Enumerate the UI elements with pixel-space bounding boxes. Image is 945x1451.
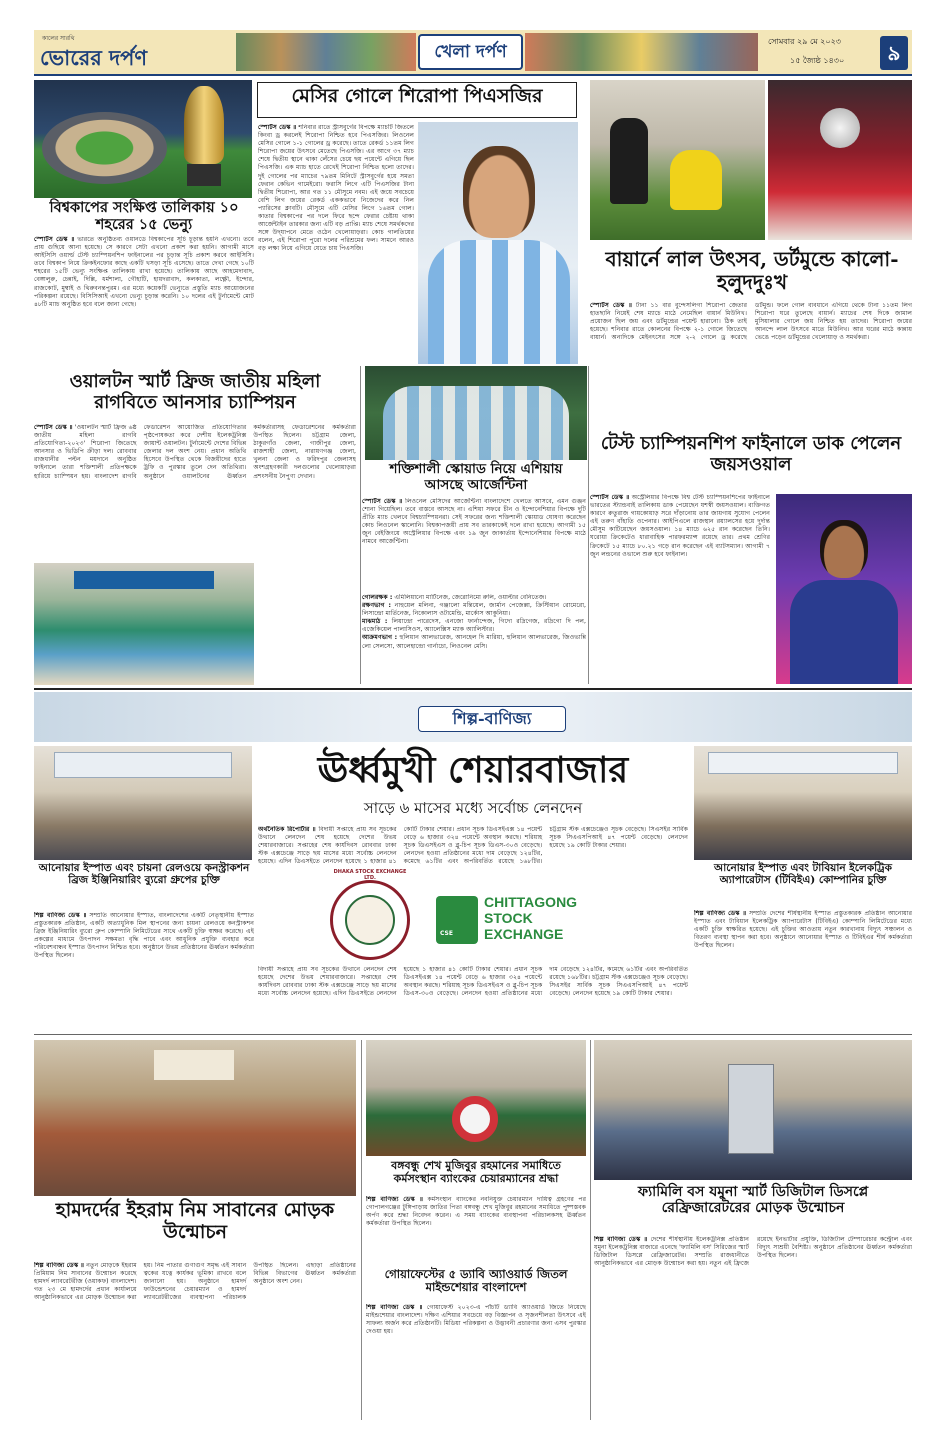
page-number: ৯ — [880, 36, 908, 70]
separator-sports-right — [588, 366, 589, 684]
jamuna-desk: শিল্প বাণিজ্য ডেস্ক ॥ — [594, 1236, 648, 1243]
bayern-body — [590, 302, 912, 430]
headline-hamdard: হামদর্দের ইহরাম নিম সাবানের মোড়ক উন্মোচন — [55, 1199, 335, 1243]
cse-line3: EXCHANGE — [484, 926, 564, 942]
headline-walton: ওয়ালটন স্মার্ট ফ্রিজ জাতীয় মহিলা রাগবিতে আনসার চ্যাম্পিয়ন — [69, 371, 321, 413]
date-line-english: সোমবার ২৯ মে ২০২৩ — [768, 37, 841, 46]
dortmund-dejected-photo — [590, 80, 765, 240]
headline-bangabandhu: বঙ্গবন্ধু শেখ মুজিবুর রহমানের সমাধিতে কর্মসংস্থান ব্যাংকের চেয়ারম্যানের শ্রদ্ধা — [391, 1159, 561, 1185]
headline-jamuna: ফ্যামিলি বস যমুনা স্মার্ট ডিজিটাল ডিসপ্লে রেফ্রিজারেটরের মোড়ক উন্মোচন — [637, 1184, 869, 1217]
bangabandhu-desk: শিল্প বাণিজ্য ডেস্ক ॥ — [366, 1196, 423, 1203]
worldcup-body — [34, 236, 254, 366]
jaiswal-jersey — [790, 580, 898, 684]
masthead-tagline: কালের সারথি — [42, 35, 75, 42]
silver-plate — [820, 108, 860, 148]
headline-stock-market: ঊর্ধ্বমুখী শেয়ারবাজার — [317, 749, 629, 791]
squad-forwards-label: আক্রমণভাগ : — [362, 634, 398, 642]
trophy-base — [187, 164, 221, 186]
bangabandhu-text: কর্মসংস্থান ব্যাংকের নবনিযুক্ত চেয়ারম্যান দায়িত্ব গ্রহণের পর গোপালগঞ্জের টুঙ্গিপাড়ায় জাতির পিতা বঙ্গবন্ধু শেখ মুজিবুর রহমানের সমাধিতে পুষ্পস্তবক অর্পণ করে শ্রদ্ধা নিবেদন করেন। এ সময় ব্যাংকের ব্যবস্থাপনা পরিচালকসহ ঊর্ধ্বতন কর্মকর্তারা উপস্থিত ছিলেন। — [366, 1196, 586, 1228]
guafest-desk: শিল্প বাণিজ্য ডেস্ক ॥ — [366, 1304, 423, 1311]
stock-body-bottom — [258, 966, 688, 1030]
hamdard-desk: শিল্প বাণিজ্য ডেস্ক ॥ — [34, 1262, 85, 1269]
argentina-body — [362, 498, 586, 590]
hamdard-photo — [34, 1040, 356, 1196]
stadium-bowl — [42, 112, 167, 184]
hamdard-body — [34, 1262, 356, 1420]
trophy-cup — [184, 86, 224, 164]
dse-logo — [330, 869, 410, 960]
squad-goalkeepers-label: গোলরক্ষক : — [362, 594, 393, 601]
anwar-tabian-photo — [694, 746, 912, 860]
worldcup-text: ভারতে অনুষ্ঠিতব্য ওয়ানডে বিশ্বকাপের সূচি চূড়ান্ত হয়নি এখনো। তবে প্রায় গুছিয়ে আনা হয়েছে। সে কারণে সেটা এখনো প্রকাশ করা হয়নি। আগামী মাসে আইসিসি ওয়ার্ল্ড টেস্ট চ্যাম্পিয়নশিপ ফাইনালের পর চূড়ান্ত সূচি প্রকাশ করবে আইসিসি। তবে বিশ্বকাপ নিয়ে ক্রিকইনফোর কাছে একটি খসড়া সূচি এসেছে। তাতে দেখা গেছে ১০টি শহরের ১৫টি ভেন্যু সংক্ষিপ্ত তালিকায় রাখা হয়েছে। তালিকায় আছে আহমেদাবাদ, বেঙ্গালুরু, চেন্নাই, দিল্লি, ধর্মশালা, গৌহাটি, হায়দরাবাদ, কলকাতা, লক্ষ্ণৌ, ইন্দোর, রাজকোট, মুম্বাই ও থিরুবনন্তপুরম। এর মধ্যে কয়েকটি ভেন্যুতে প্রস্তুতি ম্যাচ আয়োজনের পরিকল্পনা রয়েছে। বিসিসিআই এখনো ভেন্যু চূড়ান্ত করেনি। ১০ দলের এই টুর্নামেন্টে মোট ৪৮টি ম্যাচ অনুষ্ঠিত হবে বলে জানা গেছে। — [34, 236, 254, 308]
worldcup-desk: স্পোর্টস ডেস্ক ॥ — [34, 236, 75, 243]
stock-body-top — [258, 826, 688, 886]
argentina-text: লিওনেল মেসিদের আর্জেন্টিনা বাংলাদেশে খেলতে আসবে, এমন গুঞ্জন শোনা গিয়েছিল। তবে বাস্তবে আসছে না। এশিয়া সফরে চীন ও ইন্দোনেশিয়ার বিপক্ষে দুটি প্রীতি ম্যাচ খেলবে বিশ্বচ্যাম্পিয়নরা। সেই সফরের জন্য শক্তিশালী স্কোয়াড ঘোষণা করেছেন কোচ লিওনেল স্কালোনি। বিশ্বকাপজয়ী প্রায় সব তারকাকেই দলে রাখা হয়েছে। আগামী ১৫ জুন বেইজিংয়ে অস্ট্রেলিয়ার বিপক্ষে এবং ১৯ জুন জাকার্তায় ইন্দোনেশিয়ার বিপক্ষে মাঠে নামবে আর্জেন্টিনা। — [362, 498, 586, 546]
rugby-team-photo — [34, 563, 254, 685]
headline-messi: মেসির গোলে শিরোপা পিএসজির — [291, 85, 543, 107]
headline-guafest: গোয়াফেস্টের ৫ ড্যাবি অ্যাওয়ার্ড জিতল মাইন্ডশেয়ার বাংলাদেশ — [384, 1267, 568, 1295]
argentina-squad-photo — [365, 366, 587, 460]
walton-desk: স্পোর্টস ডেস্ক ॥ — [34, 424, 73, 431]
bangabandhu-tomb-photo — [366, 1040, 586, 1156]
business-section-title: শিল্প-বাণিজ্য — [418, 706, 566, 732]
backdrop-banner-right — [708, 752, 898, 774]
squad-midfielders-label: মাঝমাঠ : — [362, 618, 388, 626]
hamdard-text: নতুন মোড়কে ইহরাম প্রিমিয়াম নিম সাবানের উন্মোচন করেছে হামদর্দ ল্যাবরেটরীজ (ওয়াকফ) বাংলাদেশ। গত ২৩ মে হামদর্দের প্রধান কার্যালয়ে আনুষ্ঠানিকভাবে এর মোড়ক উন্মোচন করা হয়। নিম পাতার গুণাগুণ সমৃদ্ধ এই সাবান ত্বকের যত্নে কার্যকর ভূমিকা রাখবে বলে জানানো হয়। অনুষ্ঠানে হামদর্দ ফাউন্ডেশনের চেয়ারম্যান ও হামদর্দ ল্যাবরেটরীজের ব্যবস্থাপনা পরিচালক উপস্থিত ছিলেন। এছাড়া প্রতিষ্ঠানের বিভিন্ন বিভাগের ঊর্ধ্বতন কর্মকর্তারা অনুষ্ঠানে অংশ নেন। — [34, 1262, 356, 1302]
anwar-china-photo — [34, 746, 252, 860]
jaiswal-body — [590, 494, 770, 684]
date-line-bangla: ১৫ জ্যৈষ্ঠ ১৪৩০ — [790, 56, 845, 65]
messi-desk: স্পোর্টস ডেস্ক ॥ — [258, 124, 297, 131]
squad-goalkeepers: এমিলিয়ানো মার্টিনেজ, জেরোনিমো রুলি, ওয়াল্টার বেনিতেজ। — [394, 594, 547, 601]
bayern-text: টানা ১১ বার বুন্দেসলিগা শিরোপা জেতার হাতছানি নিয়েই শেষ ম্যাচে মাঠে নেমেছিল বায়ার্ন মিউনিখ। প্রয়োজন ছিল জয় এবং ডর্টমুন্ডের পয়েন্ট হারানো। ঠিক তাই হয়েছে। শনিবার রাতে কোলনের বিপক্ষে ২-১ গোলে জিতেছে বায়ার্ন। অন্যদিকে মেইনৎসের সঙ্গে ২-২ গোলে ড্র করেছে ডর্টমুন্ড। ফলে গোল ব্যবধানে এগিয়ে থেকে টানা ১১তম লিগ শিরোপা ঘরে তুলেছে বায়ার্ন। ম্যাচের শেষ দিকে জামাল মুসিয়ালার গোলে জয় নিশ্চিত হয় তাদের। শিরোপা জয়ের আনন্দে লাল উৎসবে মাতে মিউনিখ। আর ঘরের মাঠে কান্নায় ভেঙে পড়েন ডর্টমুন্ডের খেলোয়াড় ও সমর্থকরা। — [590, 302, 912, 342]
argentina-desk: স্পোর্টস ডেস্ক ॥ — [362, 498, 403, 505]
backdrop-banner-left — [54, 752, 232, 778]
messi-photo — [418, 122, 578, 364]
stock-text-continued: বিদায়ী সপ্তাহে প্রায় সব সূচকের উত্থানে লেনদেন শেষ হয়েছে দেশের উভয় শেয়ারবাজারে। সপ্তাহের শেষ কার্যদিবস রোববার ঢাকা স্টক এক্সচেঞ্জে সাড়ে ছয় মাসের মধ্যে সর্বোচ্চ লেনদেন হয়েছে। এদিন ডিএসইতে লেনদেন হয়েছে ১ হাজার ৪১ কোটি টাকার শেয়ার। প্রধান সূচক ডিএসইএক্স ১৪ পয়েন্ট বেড়ে ৬ হাজার ৩২৪ পয়েন্টে অবস্থান করছে। শরিয়াহ সূচক ডিএসইএস ও ব্লু-চিপ সূচক ডিএস-৩০ও বেড়েছে। লেনদেন হওয়া প্রতিষ্ঠানের মধ্যে দাম বেড়েছে ১২৪টির, কমেছে ৬১টির এবং অপরিবর্তিত রয়েছে ১৬৮টির। চট্টগ্রাম স্টক এক্সচেঞ্জেও সূচক বেড়েছে। সিএসইর সার্বিক সূচক সিএএসপিআই ৪৭ পয়েন্ট বেড়েছে। লেনদেন হয়েছে ১৯ কোটি টাকার শেয়ার। — [258, 966, 688, 998]
jaiswal-photo — [776, 494, 912, 684]
walton-text: 'ওয়ালটন স্মার্ট ফ্রিজ ৬ষ্ঠ জাতীয় মহিলা রাগবি প্রতিযোগিতা-২০২৩' শিরোপা জিতেছে আনসার ও ভিডিপি ক্রীড়া দল। রোববার রাজধানীর পল্টন ময়দানে অনুষ্ঠিত ফাইনালে তারা শক্তিশালী প্রতিপক্ষকে হারিয়ে চ্যাম্পিয়ন হয়। বাংলাদেশ রাগবি ফেডারেশন আয়োজিত প্রতিযোগিতার পৃষ্ঠপোষকতা করে দেশীয় ইলেকট্রনিক্স জায়ান্ট ওয়ালটন। টুর্নামেন্টে দেশের বিভিন্ন জেলার দল অংশ নেয়। প্রধান অতিথি হিসেবে উপস্থিত থেকে বিজয়ীদের হাতে ট্রফি ও পুরস্কার তুলে দেন অতিথিরা। অনুষ্ঠানে ওয়ালটনের ঊর্ধ্বতন কর্মকর্তারাসহ ফেডারেশনের কর্মকর্তারা উপস্থিত ছিলেন। চট্টগ্রাম জেলা, ঠাকুরগাঁও জেলা, গাজীপুর জেলা, রাজশাহী জেলা, নারায়ণগঞ্জ জেলা, খুলনা জেলা ও ফরিদপুর জেলাসহ অংশগ্রহণকারী দলগুলোর খেলোয়াড়রা প্রশংসনীয় নৈপুণ্য দেখান। — [34, 424, 356, 480]
cse-logo — [432, 892, 592, 948]
cse-abbrev: CSE — [440, 930, 453, 937]
fridge-display — [728, 1064, 774, 1154]
section-title-sports: খেলা দর্পণ — [418, 34, 523, 70]
jamuna-photo — [594, 1040, 912, 1180]
anwar-china-body — [34, 912, 254, 1030]
dse-inner-ring — [345, 895, 395, 945]
jaiswal-head — [820, 520, 868, 578]
player-dejected-2 — [670, 150, 722, 210]
messi-head — [463, 146, 535, 238]
guafest-body — [366, 1304, 586, 1420]
anwar-china-text: সম্প্রতি আনোয়ার ইস্পাত, বাংলাদেশের একটি নেতৃস্থানীয় ইস্পাত প্রস্তুতকারক প্রতিষ্ঠান, একটি অত্যাধুনিক মিল স্থাপনের জন্য চায়না রেলওয়ে কনস্ট্রাকশন ব্রিজ ইঞ্জিনিয়ারিং ব্যুরো গ্রুপ কোম্পানি লিমিটেডের সাথে একটি চুক্তি স্বাক্ষর করেছে। এই প্রকল্পের মাধ্যমে উৎপাদন সক্ষমতা বৃদ্ধি পাবে এবং আধুনিক প্রযুক্তি ব্যবহার করে পরিবেশবান্ধব ইস্পাত উৎপাদন নিশ্চিত হবে। অনুষ্ঠানে উভয় প্রতিষ্ঠানের ঊর্ধ্বতন কর্মকর্তারা উপস্থিত ছিলেন। — [34, 912, 254, 960]
argentina-squad-list — [362, 594, 586, 684]
stock-text: বিদায়ী সপ্তাহে প্রায় সব সূচকের উত্থানে লেনদেন শেষ হয়েছে দেশের উভয় শেয়ারবাজারে। সপ্তাহের শেষ কার্যদিবস রোববার ঢাকা স্টক এক্সচেঞ্জে সাড়ে ছয় মাসের মধ্যে সর্বোচ্চ লেনদেন হয়েছে। এদিন ডিএসইতে লেনদেন হয়েছে ১ হাজার ৪১ কোটি টাকার শেয়ার। প্রধান সূচক ডিএসইএক্স ১৪ পয়েন্ট বেড়ে ৬ হাজার ৩২৪ পয়েন্টে অবস্থান করছে। শরিয়াহ সূচক ডিএসইএস ও ব্লু-চিপ সূচক ডিএস-৩০ও বেড়েছে। লেনদেন হওয়া প্রতিষ্ঠানের মধ্যে দাম বেড়েছে ১২৪টির, কমেছে ৬১টির এবং অপরিবর্তিত রয়েছে ১৬৮টির। চট্টগ্রাম স্টক এক্সচেঞ্জেও সূচক বেড়েছে। সিএসইর সার্বিক সূচক সিএএসপিআই ৪৭ পয়েন্ট বেড়েছে। লেনদেন হয়েছে ১৯ কোটি টাকার শেয়ার। — [258, 826, 688, 866]
hamdard-banner — [154, 1050, 234, 1080]
headline-anwar-china: আনোয়ার ইস্পাত এবং চায়না রেলওয়ে কনস্ট্রাকশন ব্রিজ ইঞ্জিনিয়ারিং ব্যুরো গ্রুপের চুক্তি — [38, 862, 250, 887]
squad-defenders: নাহুয়েল মলিনা, গঞ্জালো মন্তিয়েল, জার্মান পেজেল্লা, ক্রিস্টিয়ান রোমেরো, লিসান্দ্রো মার্তিনেজ, নিকোলাস ওটামেন্ডি, মার্কোস আকুনিয়া। — [362, 602, 586, 618]
squad-defenders-label: রক্ষণভাগ : — [362, 602, 391, 610]
stock-desk: অর্থনৈতিক রিপোর্টার ॥ — [258, 826, 316, 833]
cse-line2: STOCK — [484, 910, 533, 926]
anwar-china-desk: শিল্প বাণিজ্য ডেস্ক ॥ — [34, 912, 87, 919]
headline-worldcup: বিশ্বকাপের সংক্ষিপ্ত তালিকায় ১০ শহরের ১৫ ভেন্যু — [49, 199, 239, 233]
headline-bayern: বায়ার্নে লাল উৎসব, ডর্টমুন্ডে কালো-হলুদদুঃখ — [605, 247, 899, 294]
bayern-celebration-photo — [768, 80, 912, 240]
anwar-tabian-text: সম্প্রতি দেশের শীর্ষস্থানীয় ইস্পাত প্রস্তুতকারক প্রতিষ্ঠান আনোয়ার ইস্পাত এবং টাবিয়ান ইলেকট্রিক অ্যাপারেটাস (টিবিইএ) কোম্পানি লিমিটেডের মধ্যে একটি চুক্তি স্বাক্ষরিত হয়েছে। এই চুক্তির আওতায় নতুন কারখানায় বিদ্যুৎ সঞ্চালন ও বিতরণ ব্যবস্থা স্থাপন করা হবে। অনুষ্ঠানে আনোয়ার ইস্পাত ও টিবিইএর শীর্ষ কর্মকর্তারা উপস্থিত ছিলেন। — [694, 910, 912, 950]
messi-jersey — [428, 240, 570, 364]
jamuna-body — [594, 1236, 912, 1420]
bayern-desk: স্পোর্টস ডেস্ক ॥ — [590, 302, 633, 309]
separator-sports-left — [360, 366, 361, 684]
bangabandhu-body — [366, 1196, 586, 1264]
jamuna-text: দেশের শীর্ষস্থানীয় ইলেকট্রনিক্স প্রতিষ্ঠান যমুনা ইলেকট্রনিক্স বাজারে এনেছে 'ফ্যামিলি বস' সিরিজের স্মার্ট ডিজিটাল ডিসপ্লে রেফ্রিজারেটর। সম্প্রতি রাজধানীতে আনুষ্ঠানিকভাবে এর মোড়ক উন্মোচন করা হয়। নতুন এই ফ্রিজে রয়েছে ইনভার্টার প্রযুক্তি, ডিজিটাল টেম্পারেচার কন্ট্রোল এবং বিদ্যুৎ সাশ্রয়ী বৈশিষ্ট্য। অনুষ্ঠানে প্রতিষ্ঠানের ঊর্ধ্বতন কর্মকর্তারা উপস্থিত ছিলেন। — [594, 1236, 912, 1268]
squad-midfielders: লিয়ান্দ্রো পারেদেস, এনজো ফার্নান্দেজ, গিদো রদ্রিগেজ, রদ্রিগো দি পল, এজেকিয়েল পালাসিওস, অ্যালেক্সিস ম্যাক অ্যালিস্টার। — [362, 618, 586, 634]
player-dejected-1 — [610, 118, 648, 204]
walton-body — [34, 424, 356, 560]
masthead-crowd-right — [525, 33, 758, 71]
jaiswal-desk: স্পোর্টস ডেস্ক ॥ — [590, 494, 630, 501]
messi-body — [258, 124, 414, 364]
stadium-trophy-photo — [34, 80, 252, 198]
headline-argentina: শক্তিশালী স্কোয়াড নিয়ে এশিয়ায় আসছে আর্জেন্টিনা — [389, 461, 563, 493]
sports-bottom-rule — [34, 688, 912, 690]
wreath — [452, 1096, 498, 1142]
headline-jaiswal: টেস্ট চ্যাম্পিয়নশিপ ফাইনালে ডাক পেলেন জয়সওয়াল — [600, 433, 902, 475]
messi-text: শনিবার রাতে স্ট্রাসবুর্গের বিপক্ষে ম্যাচটি জিতলে কিংবা ড্র করলেই শিরোপা নিশ্চিত হবে পিএসজির। লিওনেল মেসির গোলে ১-১ গোলের ড্র করেছে। তাতে রেকর্ড ১১তম লিগ শিরোপা জয়ের উৎসবে মেতেছে পিএসজি। এর আগে ৩৭ ম্যাচ শেষে দ্বিতীয় স্থানে থাকা লেঁসের চেয়ে ছয় পয়েন্টে এগিয়ে ছিল পিএসজি। এক ম্যাচ হাতে রেখেই শিরোপা নিশ্চিত হলো তাদের। দুই গোলের পর ম্যাচের ৭৯তম মিনিটে স্ট্রাসবুর্গের হয়ে সমতা ফেরান কেভিন গামেইরো। ফরাসি লিগে এটি পিএসজির টানা দ্বিতীয় শিরোপা, আর গত ১১ মৌসুমে নবম। এই জয়ে সবচেয়ে বেশি লিগ জয়ের রেকর্ড এককভাবে নিজেদের করে নিল প্যারিসের ক্লাবটি। মৌসুমে এটি মেসির লিগে ১৬তম গোল। কাতার বিশ্বকাপের পর দলে ফিরে ছন্দে ফেরার চেষ্টায় থাকা আর্জেন্টাইন তারকার জন্য এটি বড় প্রাপ্তি। ম্যাচ শেষে সমর্থকদের সঙ্গে উদ্‌যাপনে মেতে ওঠেন খেলোয়াড়রা। কোচ গালতিয়ের বলেন, এই শিরোপা পুরো দলের পরিশ্রমের ফল। সামনে আরও বড় লক্ষ্য নিয়ে এগিয়ে যেতে চায় পিএসজি। — [258, 124, 414, 253]
subheadline-stock-market: সাড়ে ৬ মাসের মধ্যে সর্বোচ্চ লেনদেন — [363, 799, 583, 817]
paper-name: ভোরের দর্পণ — [40, 45, 148, 70]
cse-line1: CHITTAGONG — [484, 894, 578, 910]
rugby-banner — [74, 571, 214, 589]
separator-bottom-left — [361, 1040, 362, 1420]
business-bottom-rule — [34, 1034, 912, 1035]
jaiswal-text: অস্ট্রেলিয়ার বিপক্ষে বিশ্ব টেস্ট চ্যাম্পিয়নশিপের ফাইনালে ভারতের স্ট্যান্ডবাই তালিকায় ডাক পেয়েছেন যশস্বী জয়সওয়াল। ব্যক্তিগত কারণে রুতুরাজ গায়কোয়াড় সরে দাঁড়ানোয় তার জায়গায় সুযোগ পেলেন এই তরুণ বাঁহাতি ওপেনার। আইপিএলে রাজস্থান রয়্যালসের হয়ে দুর্দান্ত মৌসুম কাটিয়েছেন জয়সওয়াল। ১৪ ম্যাচে ৬২৫ রান করেছেন তিনি। ঘরোয়া ক্রিকেটেও ধারাবাহিক পারফরম্যান্স রয়েছে তার। প্রথম শ্রেণির ক্রিকেটে ১৫ ম্যাচে ৮০.২১ গড়ে রান করেছেন এই ব্যাটসম্যান। আগামী ৭ জুন লন্ডনের ওভালে শুরু হবে ফাইনাল। — [590, 494, 770, 558]
argentina-players — [383, 386, 569, 460]
separator-bottom-right — [590, 1040, 591, 1420]
guafest-text: গোয়াফেস্ট ২০২৩-এ পাঁচটি ড্যাবি অ্যাওয়ার্ড জিতে নিয়েছে মাইন্ডশেয়ার বাংলাদেশ। দক্ষিণ এশিয়ার সবচেয়ে বড় বিজ্ঞাপন ও সৃজনশীলতা উৎসবে এই সাফল্য অর্জন করে প্রতিষ্ঠানটি। মিডিয়া পরিকল্পনা ও উদ্ভাবনী প্রচারণার জন্য এসব পুরস্কার দেওয়া হয়। — [366, 1304, 586, 1336]
masthead-crowd-left — [236, 33, 416, 71]
dse-logo-text: DHAKA STOCK EXCHANGE LTD. — [333, 869, 407, 881]
anwar-tabian-desk: শিল্প বাণিজ্য ডেস্ক ॥ — [694, 910, 747, 917]
headline-anwar-tabian: আনোয়ার ইস্পাত এবং টাবিয়ান ইলেকট্রিক অ্যাপারেটাস (টিবিইএ) কোম্পানির চুক্তি — [714, 862, 892, 887]
squad-forwards: হুলিয়ান আলভারেজ, আনহেল দি মারিয়া, হুলিয়ান আলভারেজ, জিওভান্নি লো সেলসো, আলেহান্দ্রো গার্নাচো, লিওনেল মেসি। — [362, 634, 586, 650]
anwar-tabian-body — [694, 910, 912, 1030]
